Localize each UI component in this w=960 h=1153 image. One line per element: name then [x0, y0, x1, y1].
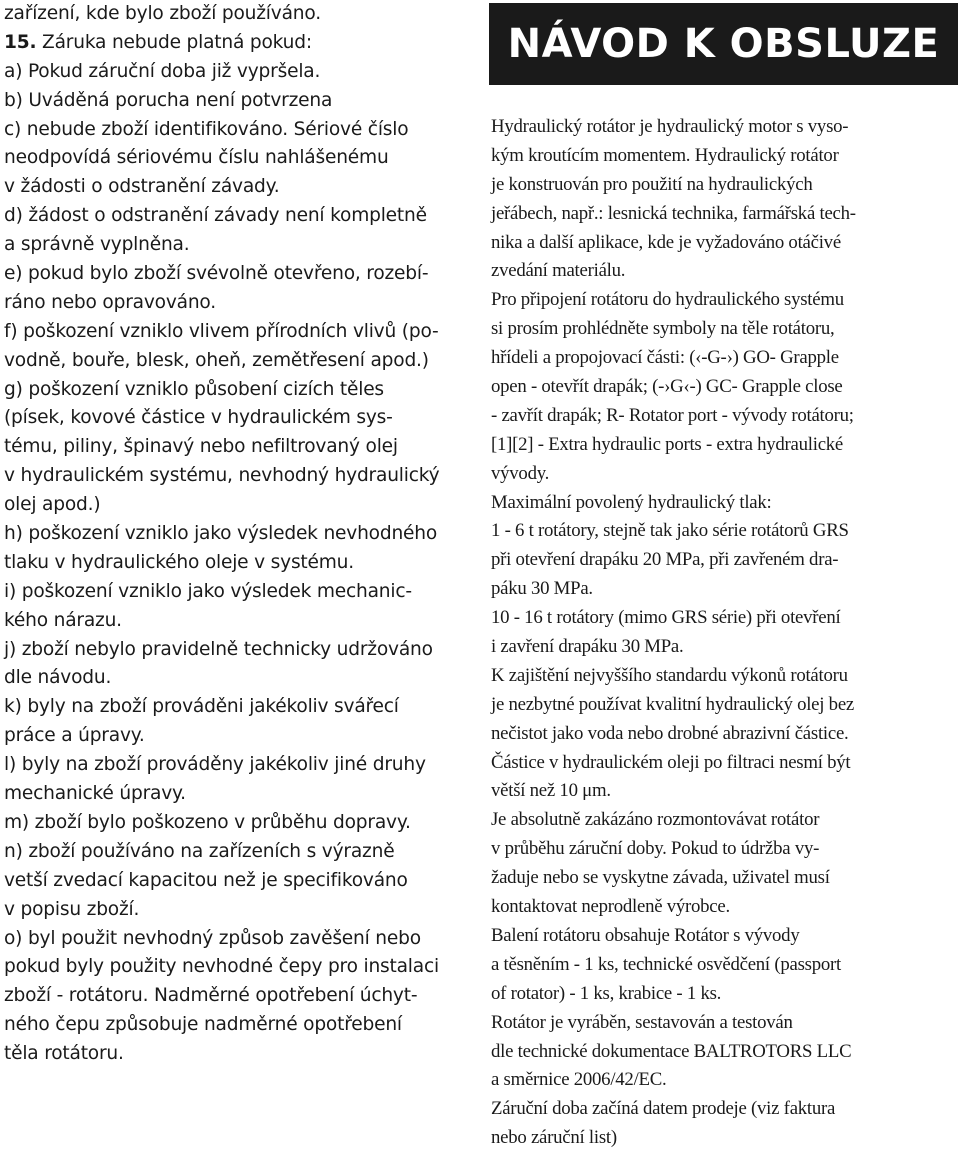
text-line: a) Pokud záruční doba již vypršela. [4, 60, 321, 82]
text-line: zařízení, kde bylo zboží používáno. [4, 3, 321, 24]
text-line: mechanické úpravy. [4, 783, 186, 805]
text-line: o) byl použit nevhodný způsob zavěšení nebo [4, 927, 421, 949]
text-line: e) pokud bylo zboží svévolně otevřeno, rozebí- [4, 263, 429, 285]
text-line: kým kroutícím momentem. Hydraulický rotátor [491, 144, 839, 166]
text-line: b) Uváděná porucha není potvrzena [4, 89, 333, 111]
text-line: ráno nebo opravováno. [4, 291, 216, 313]
text-line: 1 - 6 t rotátory, stejně tak jako série rotátorů GRS [491, 520, 849, 542]
text-line: vývody. [491, 462, 550, 484]
text-line: neodpovídá sériovému číslu nahlášenému [4, 147, 389, 169]
text-line: dle návodu. [4, 667, 112, 689]
text-line: hřídeli a propojovací části: (‹-G-›) GO- Grapple [491, 347, 839, 369]
text-line: h) poškození vzniklo jako výsledek nevhodného [4, 523, 438, 545]
text-line: nečistot jako voda nebo drobné abrazivní částice. [491, 722, 849, 744]
text-line: Je absolutně zakázáno rozmontovávat rotátor [491, 809, 820, 831]
manual-title-banner: NÁVOD K OBSLUZE [489, 3, 958, 85]
text-line: v hydraulickém systému, nevhodný hydraulický [4, 465, 440, 487]
text-line: f) poškození vzniklo vlivem přírodních vlivů (po- [4, 320, 439, 342]
text-line: nebo záruční list) [491, 1127, 617, 1149]
text-line: tému, piliny, špinavý nebo nefiltrovaný olej [4, 436, 398, 458]
text-line: k) byly na zboží prováděni jakékoliv svářecí [4, 696, 399, 718]
text-line: a směrnice 2006/42/EC. [491, 1069, 667, 1091]
text-line: páku 30 MPa. [491, 578, 593, 600]
text-line: d) žádost o odstranění závady není kompletně [4, 205, 427, 227]
text-line: zvedání materiálu. [491, 260, 626, 282]
text-line: v průběhu záruční doby. Pokud to údržba vy- [491, 838, 820, 860]
text-line: - zavřít drapák; R- Rotator port - vývody rotátoru; [491, 404, 854, 426]
text-line: Maximální povolený hydraulický tlak: [491, 491, 772, 513]
text-line: i zavření drapáku 30 MPa. [491, 636, 684, 658]
text-line: i) poškození vzniklo jako výsledek mechanic- [4, 580, 412, 602]
left-column [4, 0, 450, 1069]
text-line: Záruční doba začíná datem prodeje (viz faktura [491, 1098, 836, 1120]
text-line: open - otevřít drapák; (-›G‹-) GC- Grapple close [491, 376, 843, 398]
text-line: kého nárazu. [4, 609, 122, 631]
text-line: a správně vyplněna. [4, 234, 190, 256]
warranty-conditions-text [4, 0, 450, 1069]
text-line: olej apod.) [4, 494, 101, 516]
text-line: vodně, bouře, blesk, oheň, zemětřesení apod.) [4, 349, 429, 371]
text-line: je konstruován pro použití na hydraulických [491, 173, 813, 195]
text-line: [1][2] - Extra hydraulic ports - extra hydraulické [491, 433, 844, 455]
text-line: žaduje nebo se vyskytne závada, uživatel musí [491, 867, 830, 889]
text-line: g) poškození vzniklo působení cizích těles [4, 378, 384, 400]
operating-instructions-text [491, 113, 957, 1153]
text-line: kontaktovat neprodleně výrobce. [491, 896, 730, 918]
text-line: 10 - 16 t rotátory (mimo GRS série) při otevření [491, 607, 841, 629]
text-line: v žádosti o odstranění závady. [4, 176, 280, 198]
text-line: a těsněním - 1 ks, technické osvědčení (passport [491, 953, 841, 975]
text-line: Balení rotátoru obsahuje Rotátor s vývody [491, 924, 800, 946]
text-line: tlaku v hydraulického oleje v systému. [4, 551, 354, 573]
text-line: l) byly na zboží prováděny jakékoliv jiné druhy [4, 754, 426, 776]
text-line: pokud byly použity nevhodné čepy pro instalaci [4, 956, 439, 978]
clause-number: 15. [4, 31, 37, 53]
text-line: (písek, kovové částice v hydraulickém sys- [4, 407, 393, 429]
text-line: Rotátor je vyráběn, sestavován a testován [491, 1011, 793, 1033]
text-line: c) nebude zboží identifikováno. Sériové číslo [4, 118, 409, 140]
text-line: při otevření drapáku 20 MPa, při zavřeném dra- [491, 549, 839, 571]
text-line: 15. Záruka nebude platná pokud: [4, 31, 312, 53]
text-line: Pro připojení rotátoru do hydraulického systému [491, 289, 844, 311]
text-line: of rotator) - 1 ks, krabice - 1 ks. [491, 982, 722, 1004]
text-line: m) zboží bylo poškozeno v průběhu dopravy. [4, 811, 411, 833]
text-line: nika a další aplikace, kde je vyžadováno otáčivé [491, 231, 841, 253]
text-line: Hydraulický rotátor je hydraulický motor s vyso- [491, 116, 849, 137]
right-column [491, 113, 957, 1153]
text-line: zboží - rotátoru. Nadměrné opotřebení úchyt- [4, 985, 418, 1007]
text-line: si prosím prohlédněte symboly na těle rotátoru, [491, 318, 835, 340]
text-line: dle technické dokumentace BALTROTORS LLC [491, 1040, 852, 1062]
text-line: n) zboží používáno na zařízeních s výrazně [4, 840, 395, 862]
text-line: K zajištění nejvyššího standardu výkonů rotátoru [491, 664, 848, 686]
text-line: práce a úpravy. [4, 725, 145, 747]
text-line: těla rotátoru. [4, 1043, 124, 1065]
text-line: Částice v hydraulickém oleji po filtraci nesmí být [491, 751, 851, 773]
text-line: j) zboží nebylo pravidelně technicky udržováno [4, 638, 433, 660]
text-line: v popisu zboží. [4, 898, 140, 920]
text-line: je nezbytné používat kvalitní hydraulický olej bez [491, 693, 854, 715]
text-line: vetší zvedací kapacitou než je specifikováno [4, 869, 408, 891]
text-line: ného čepu způsobuje nadměrné opotřebení [4, 1014, 402, 1036]
text-line: větší než 10 μm. [491, 780, 611, 802]
text-line: jeřábech, např.: lesnická technika, farmářská tech- [491, 202, 856, 224]
